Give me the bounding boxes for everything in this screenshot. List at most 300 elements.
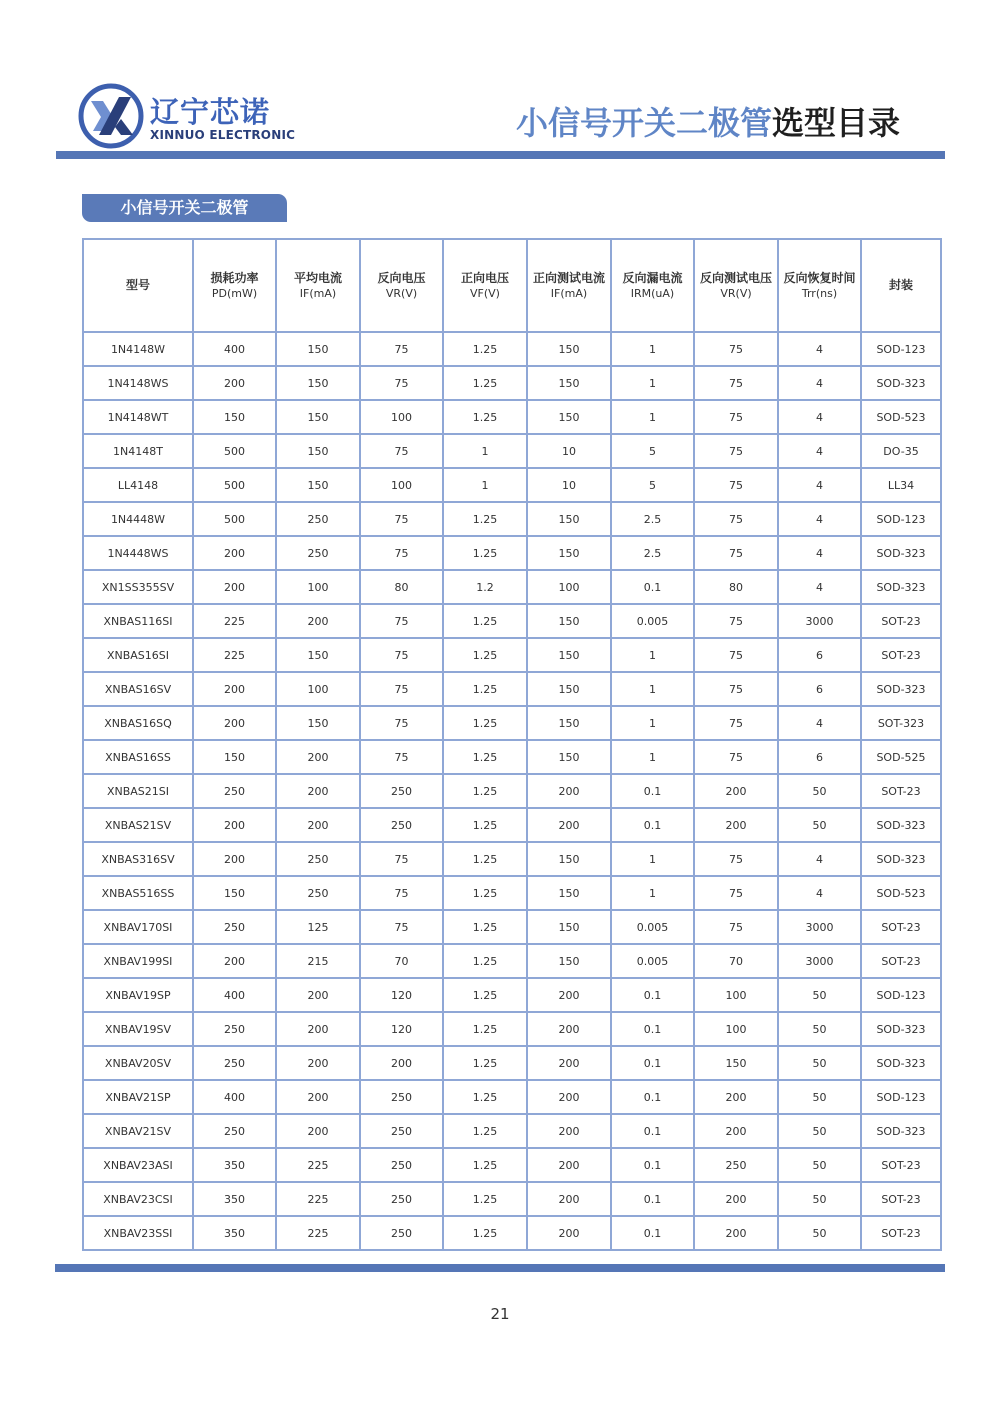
- table-row: [83, 808, 941, 842]
- table-cell: 250: [276, 536, 360, 570]
- table-cell: 225: [276, 1182, 360, 1216]
- header-name: 损耗功率: [210, 270, 259, 285]
- table-cell: 0.1: [611, 1148, 694, 1182]
- table-cell: 50: [778, 1148, 861, 1182]
- table-cell: 150: [527, 910, 611, 944]
- table-row: [83, 434, 941, 468]
- header-unit: VR(V): [385, 286, 418, 300]
- table-row: [83, 672, 941, 706]
- table-cell: SOD-323: [861, 570, 941, 604]
- table-cell: 215: [276, 944, 360, 978]
- header-name: 封装: [888, 278, 913, 292]
- table-cell: 75: [694, 400, 778, 434]
- table-row: [83, 1012, 941, 1046]
- table-cell: 500: [193, 468, 276, 502]
- section-title: 小信号开关二极管: [82, 194, 287, 222]
- model-cell: 1N4448WS: [83, 536, 193, 570]
- table-cell: 200: [694, 1182, 778, 1216]
- table-cell: 1: [443, 468, 527, 502]
- table-cell: 1: [611, 842, 694, 876]
- model-cell: XNBAV23SSI: [83, 1216, 193, 1250]
- table-cell: 75: [694, 842, 778, 876]
- table-cell: 100: [694, 1012, 778, 1046]
- table-cell: 150: [527, 332, 611, 366]
- table-cell: 225: [193, 604, 276, 638]
- table-cell: 4: [778, 468, 861, 502]
- table-cell: 500: [193, 434, 276, 468]
- table-cell: 200: [193, 536, 276, 570]
- table-row: [83, 876, 941, 910]
- table-cell: 3000: [778, 604, 861, 638]
- table-cell: 150: [527, 502, 611, 536]
- header-divider: [56, 151, 945, 159]
- table-cell: 75: [360, 740, 443, 774]
- table-cell: 3000: [778, 944, 861, 978]
- table-cell: 1.25: [443, 706, 527, 740]
- page-number: 21: [490, 1305, 510, 1323]
- table-cell: LL34: [861, 468, 941, 502]
- table-cell: 150: [527, 876, 611, 910]
- table-cell: 75: [360, 842, 443, 876]
- table-cell: 150: [527, 604, 611, 638]
- table-cell: 1.25: [443, 1012, 527, 1046]
- model-cell: XNBAS116SI: [83, 604, 193, 638]
- table-cell: SOT-323: [861, 706, 941, 740]
- table-cell: SOD-323: [861, 1114, 941, 1148]
- table-cell: 1: [611, 332, 694, 366]
- table-cell: DO-35: [861, 434, 941, 468]
- header-cell: [778, 239, 861, 332]
- table-cell: 75: [694, 876, 778, 910]
- table-row: [83, 842, 941, 876]
- table-cell: 1.25: [443, 910, 527, 944]
- table-cell: SOT-23: [861, 910, 941, 944]
- table-cell: 1.25: [443, 1046, 527, 1080]
- table-cell: 250: [360, 1148, 443, 1182]
- table-cell: 1: [611, 638, 694, 672]
- table-cell: 150: [527, 366, 611, 400]
- table-cell: 50: [778, 1012, 861, 1046]
- table-cell: 200: [193, 570, 276, 604]
- selection-table: [82, 238, 926, 1251]
- table-cell: 1: [611, 876, 694, 910]
- table-row: [83, 1148, 941, 1182]
- header-cell: [527, 239, 611, 332]
- table-cell: SOD-323: [861, 842, 941, 876]
- model-cell: XNBAV19SV: [83, 1012, 193, 1046]
- table-cell: 200: [694, 808, 778, 842]
- table-cell: 4: [778, 332, 861, 366]
- table-cell: 1.25: [443, 944, 527, 978]
- table-cell: 150: [527, 842, 611, 876]
- model-cell: XNBAV170SI: [83, 910, 193, 944]
- table-cell: 150: [193, 740, 276, 774]
- table-cell: SOD-323: [861, 536, 941, 570]
- model-cell: 1N4148W: [83, 332, 193, 366]
- table-cell: 100: [360, 468, 443, 502]
- table-cell: 1: [611, 740, 694, 774]
- table-cell: 200: [527, 1182, 611, 1216]
- table-cell: 125: [276, 910, 360, 944]
- table-cell: 1.25: [443, 978, 527, 1012]
- table-cell: 200: [276, 978, 360, 1012]
- table-cell: 200: [193, 706, 276, 740]
- table-cell: 2.5: [611, 502, 694, 536]
- table-cell: 1.25: [443, 502, 527, 536]
- table-cell: 4: [778, 536, 861, 570]
- table-cell: 6: [778, 672, 861, 706]
- table-cell: 1.25: [443, 400, 527, 434]
- table-cell: 70: [360, 944, 443, 978]
- table-cell: 75: [694, 672, 778, 706]
- table-cell: 0.1: [611, 978, 694, 1012]
- table-cell: 200: [527, 1046, 611, 1080]
- table-cell: 100: [276, 672, 360, 706]
- model-cell: 1N4448W: [83, 502, 193, 536]
- header-cell: [276, 239, 360, 332]
- model-cell: XNBAS516SS: [83, 876, 193, 910]
- table-cell: 75: [360, 536, 443, 570]
- table-header-row: [83, 239, 941, 332]
- table-cell: 250: [694, 1148, 778, 1182]
- table-cell: 50: [778, 1080, 861, 1114]
- table-body: [83, 332, 941, 1250]
- table-cell: 200: [527, 978, 611, 1012]
- table-cell: 4: [778, 842, 861, 876]
- table-cell: 75: [360, 672, 443, 706]
- header-unit: Trr(ns): [801, 286, 838, 300]
- model-cell: XNBAS316SV: [83, 842, 193, 876]
- table-cell: 225: [276, 1148, 360, 1182]
- table-cell: 75: [694, 706, 778, 740]
- table-cell: SOD-525: [861, 740, 941, 774]
- table-cell: 0.1: [611, 1080, 694, 1114]
- table-cell: 1: [611, 366, 694, 400]
- table-row: [83, 944, 941, 978]
- table-cell: 5: [611, 468, 694, 502]
- table-cell: 75: [360, 366, 443, 400]
- table-cell: 150: [276, 434, 360, 468]
- header-unit: IF(mA): [299, 286, 337, 300]
- table-cell: 4: [778, 400, 861, 434]
- table-cell: SOD-123: [861, 332, 941, 366]
- table-cell: 350: [193, 1182, 276, 1216]
- table-cell: 80: [360, 570, 443, 604]
- header-unit: IRM(uA): [630, 286, 675, 300]
- table-cell: 200: [276, 1080, 360, 1114]
- table-cell: 250: [360, 1080, 443, 1114]
- table-cell: 50: [778, 1182, 861, 1216]
- table-cell: 75: [360, 502, 443, 536]
- table-cell: 0.1: [611, 1114, 694, 1148]
- table-cell: 200: [276, 774, 360, 808]
- table-cell: 50: [778, 1114, 861, 1148]
- table-cell: 75: [360, 434, 443, 468]
- model-cell: XNBAV21SV: [83, 1114, 193, 1148]
- table-cell: 200: [360, 1046, 443, 1080]
- header-cell: [83, 239, 193, 332]
- table-cell: 100: [276, 570, 360, 604]
- table-cell: 10: [527, 468, 611, 502]
- table-cell: SOD-523: [861, 400, 941, 434]
- footer-divider: [55, 1264, 945, 1272]
- table-cell: SOD-123: [861, 1080, 941, 1114]
- table-cell: 200: [193, 842, 276, 876]
- table-row: [83, 1114, 941, 1148]
- header-name: 反向电压: [377, 270, 426, 285]
- table-cell: 1.25: [443, 1182, 527, 1216]
- table-cell: 4: [778, 706, 861, 740]
- model-cell: XNBAV19SP: [83, 978, 193, 1012]
- table-cell: 75: [694, 366, 778, 400]
- table-cell: 1.25: [443, 332, 527, 366]
- table-cell: 75: [360, 638, 443, 672]
- header-cell: [694, 239, 778, 332]
- table-cell: 0.005: [611, 910, 694, 944]
- table-cell: 250: [360, 808, 443, 842]
- table-cell: 350: [193, 1216, 276, 1250]
- table-cell: 100: [694, 978, 778, 1012]
- table-cell: 50: [778, 774, 861, 808]
- table-cell: 250: [360, 1114, 443, 1148]
- model-cell: 1N4148WT: [83, 400, 193, 434]
- header-unit: PD(mW): [211, 286, 258, 300]
- table-cell: 100: [360, 400, 443, 434]
- table-cell: 6: [778, 638, 861, 672]
- table-cell: 80: [694, 570, 778, 604]
- table-cell: 75: [360, 876, 443, 910]
- table-cell: 200: [276, 740, 360, 774]
- table-cell: 200: [527, 1012, 611, 1046]
- table-cell: SOT-23: [861, 774, 941, 808]
- table-cell: 50: [778, 808, 861, 842]
- table-row: [83, 536, 941, 570]
- table-cell: 70: [694, 944, 778, 978]
- table-cell: 0.1: [611, 1182, 694, 1216]
- table-cell: 75: [694, 604, 778, 638]
- table-cell: 1.25: [443, 842, 527, 876]
- table-cell: SOD-323: [861, 366, 941, 400]
- header-cell: [611, 239, 694, 332]
- table-cell: 75: [360, 604, 443, 638]
- model-cell: XNBAV23ASI: [83, 1148, 193, 1182]
- table-row: [83, 1046, 941, 1080]
- table-cell: 150: [527, 672, 611, 706]
- table-cell: 200: [694, 774, 778, 808]
- table-cell: SOT-23: [861, 638, 941, 672]
- header-name: 反向测试电压: [699, 270, 772, 285]
- table-cell: 4: [778, 366, 861, 400]
- header-unit: VR(V): [720, 286, 752, 300]
- table-cell: 150: [527, 944, 611, 978]
- table-cell: 250: [193, 1012, 276, 1046]
- table-cell: 3000: [778, 910, 861, 944]
- header-name: 正向测试电流: [532, 270, 605, 285]
- table-cell: 400: [193, 332, 276, 366]
- table-cell: 120: [360, 1012, 443, 1046]
- table-cell: 150: [694, 1046, 778, 1080]
- table-cell: 0.005: [611, 944, 694, 978]
- table-cell: 2.5: [611, 536, 694, 570]
- table-row: [83, 400, 941, 434]
- table-cell: 1: [611, 400, 694, 434]
- table-cell: 200: [527, 1216, 611, 1250]
- table-cell: 75: [694, 434, 778, 468]
- table-cell: SOD-123: [861, 978, 941, 1012]
- model-cell: XNBAV23CSI: [83, 1182, 193, 1216]
- table-cell: 250: [360, 774, 443, 808]
- table-row: [83, 570, 941, 604]
- table-cell: 1.25: [443, 876, 527, 910]
- table-cell: 150: [193, 400, 276, 434]
- table-cell: 75: [694, 468, 778, 502]
- table-cell: SOD-323: [861, 672, 941, 706]
- catalog-title-category: 小信号开关二极管: [515, 104, 772, 142]
- table-cell: 50: [778, 978, 861, 1012]
- table-cell: 150: [527, 706, 611, 740]
- model-cell: XNBAV199SI: [83, 944, 193, 978]
- table-cell: 4: [778, 434, 861, 468]
- table-row: [83, 740, 941, 774]
- table-cell: 75: [694, 536, 778, 570]
- table-cell: 150: [276, 706, 360, 740]
- header-name: 正向电压: [460, 270, 509, 285]
- company-name-cn: 辽宁芯诺: [150, 95, 271, 129]
- table-cell: SOD-323: [861, 1012, 941, 1046]
- table-cell: 200: [527, 1114, 611, 1148]
- table-cell: 1.25: [443, 1114, 527, 1148]
- table-cell: 5: [611, 434, 694, 468]
- catalog-title: [516, 103, 900, 143]
- table-cell: 200: [276, 1114, 360, 1148]
- table-cell: 250: [193, 1046, 276, 1080]
- model-cell: LL4148: [83, 468, 193, 502]
- table-row: [83, 774, 941, 808]
- model-cell: XNBAS16SV: [83, 672, 193, 706]
- table-cell: 0.1: [611, 570, 694, 604]
- table-cell: 200: [527, 1080, 611, 1114]
- table-cell: 225: [193, 638, 276, 672]
- table-cell: 0.1: [611, 1046, 694, 1080]
- table-row: [83, 706, 941, 740]
- table-cell: 150: [527, 740, 611, 774]
- table-cell: 200: [694, 1216, 778, 1250]
- table-cell: 4: [778, 570, 861, 604]
- table-cell: 0.1: [611, 1012, 694, 1046]
- table-cell: 200: [276, 1012, 360, 1046]
- table-cell: 75: [694, 332, 778, 366]
- xinnuo-logo-icon: [78, 83, 144, 149]
- table-cell: 1.25: [443, 808, 527, 842]
- table-cell: 1.25: [443, 774, 527, 808]
- table-cell: 200: [527, 774, 611, 808]
- table-cell: 75: [360, 910, 443, 944]
- table-cell: 0.1: [611, 774, 694, 808]
- table-cell: 4: [778, 876, 861, 910]
- table-cell: 250: [193, 910, 276, 944]
- table-cell: SOT-23: [861, 944, 941, 978]
- table-cell: 0.1: [611, 808, 694, 842]
- table-cell: 150: [193, 876, 276, 910]
- table-cell: 75: [694, 502, 778, 536]
- table-cell: SOT-23: [861, 1148, 941, 1182]
- page-header: [0, 0, 1000, 160]
- table-cell: 250: [276, 842, 360, 876]
- table-cell: 200: [527, 808, 611, 842]
- table-cell: 250: [193, 1114, 276, 1148]
- model-cell: XNBAV20SV: [83, 1046, 193, 1080]
- table-cell: 200: [193, 366, 276, 400]
- table-cell: SOT-23: [861, 604, 941, 638]
- header-unit: IF(mA): [550, 286, 588, 300]
- table-row: [83, 910, 941, 944]
- table-cell: 1.25: [443, 536, 527, 570]
- table-cell: 350: [193, 1148, 276, 1182]
- table-cell: 50: [778, 1216, 861, 1250]
- table-cell: 250: [193, 774, 276, 808]
- table-cell: 150: [276, 332, 360, 366]
- company-name-en: XINNUO ELECTRONIC: [150, 128, 296, 142]
- table-cell: 200: [276, 1046, 360, 1080]
- table-cell: 200: [193, 808, 276, 842]
- table-cell: 0.005: [611, 604, 694, 638]
- model-cell: XNBAS16SQ: [83, 706, 193, 740]
- table-cell: 1.2: [443, 570, 527, 604]
- table-cell: 75: [694, 910, 778, 944]
- table-cell: 75: [360, 332, 443, 366]
- header-cell: [861, 239, 941, 332]
- model-cell: XN1SS355SV: [83, 570, 193, 604]
- table-row: [83, 1080, 941, 1114]
- table-cell: 200: [193, 944, 276, 978]
- table-cell: 4: [778, 502, 861, 536]
- header-cell: [360, 239, 443, 332]
- table-cell: 200: [694, 1114, 778, 1148]
- table-cell: 250: [360, 1216, 443, 1250]
- table-cell: 6: [778, 740, 861, 774]
- table-cell: 1.25: [443, 604, 527, 638]
- table-cell: 150: [276, 468, 360, 502]
- table-cell: 200: [276, 604, 360, 638]
- table-cell: SOD-323: [861, 808, 941, 842]
- table-cell: 250: [276, 876, 360, 910]
- header-name: 型号: [125, 278, 150, 292]
- model-cell: 1N4148T: [83, 434, 193, 468]
- table-row: [83, 332, 941, 366]
- header-unit: VF(V): [470, 286, 500, 300]
- table-cell: 50: [778, 1046, 861, 1080]
- table-row: [83, 1182, 941, 1216]
- table-row: [83, 468, 941, 502]
- table-cell: 250: [360, 1182, 443, 1216]
- table-cell: 75: [694, 638, 778, 672]
- table-cell: 1.25: [443, 1148, 527, 1182]
- table-row: [83, 1216, 941, 1250]
- model-cell: 1N4148WS: [83, 366, 193, 400]
- table-cell: 1: [611, 672, 694, 706]
- table-cell: 1.25: [443, 1080, 527, 1114]
- table-cell: 100: [527, 570, 611, 604]
- model-cell: XNBAV21SP: [83, 1080, 193, 1114]
- table-cell: 200: [193, 672, 276, 706]
- table-cell: 1.25: [443, 672, 527, 706]
- table-cell: 150: [527, 536, 611, 570]
- table-cell: 500: [193, 502, 276, 536]
- table-cell: SOT-23: [861, 1216, 941, 1250]
- table-cell: 0.1: [611, 1216, 694, 1250]
- header-name: 反向恢复时间: [783, 270, 856, 285]
- table-cell: 1.25: [443, 366, 527, 400]
